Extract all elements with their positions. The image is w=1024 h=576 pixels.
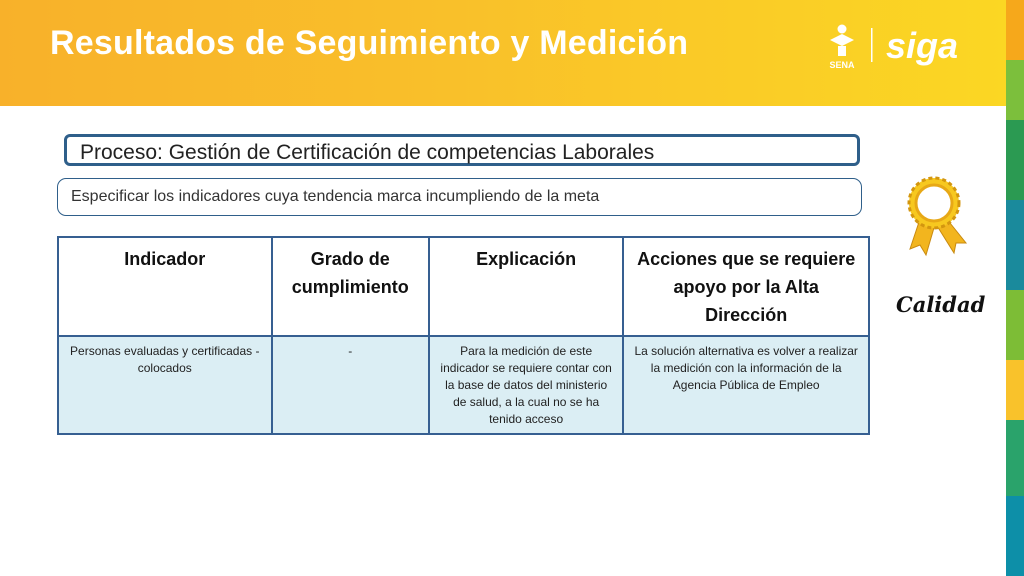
sena-logo-icon (829, 25, 855, 71)
cell-indicador: Personas evaluadas y certificadas - colocados (58, 336, 272, 434)
cell-acciones: La solución alternativa es volver a realizar la medición con la información de la Agencia Pública de Empleo (623, 336, 869, 434)
logos (826, 18, 976, 74)
page-title: Resultados de Seguimiento y Medición (50, 24, 689, 62)
header-banner (0, 0, 1006, 106)
decorative-stripes (1006, 0, 1024, 576)
process-box (64, 134, 860, 166)
table-header-row (58, 237, 869, 336)
col-header-indicador: Indicador (58, 237, 272, 336)
table-row (58, 336, 869, 434)
cell-explicacion: Para la medición de este indicador se requiere contar con la base de datos del ministerio de salud, a la cual no se ha tenido acceso (429, 336, 623, 434)
col-header-acciones: Acciones que se requiere apoyo por la Alta Dirección (623, 237, 869, 336)
col-header-explicacion: Explicación (429, 237, 623, 336)
siga-logo: siga (886, 25, 959, 66)
process-label: Proceso: Gestión de Certificación de competencias Laborales (80, 141, 655, 164)
sena-logo-text: SENA (829, 60, 855, 70)
calidad-label: Calidad (896, 292, 986, 317)
spec-box (57, 178, 862, 216)
indicator-table (57, 236, 870, 435)
spec-label: Especificar los indicadores cuya tendencia marca incumpliendo de la meta (71, 188, 600, 205)
cell-grado: - (272, 336, 429, 434)
col-header-grado: Grado de cumplimiento (272, 237, 429, 336)
award-ribbon-icon (900, 175, 974, 259)
